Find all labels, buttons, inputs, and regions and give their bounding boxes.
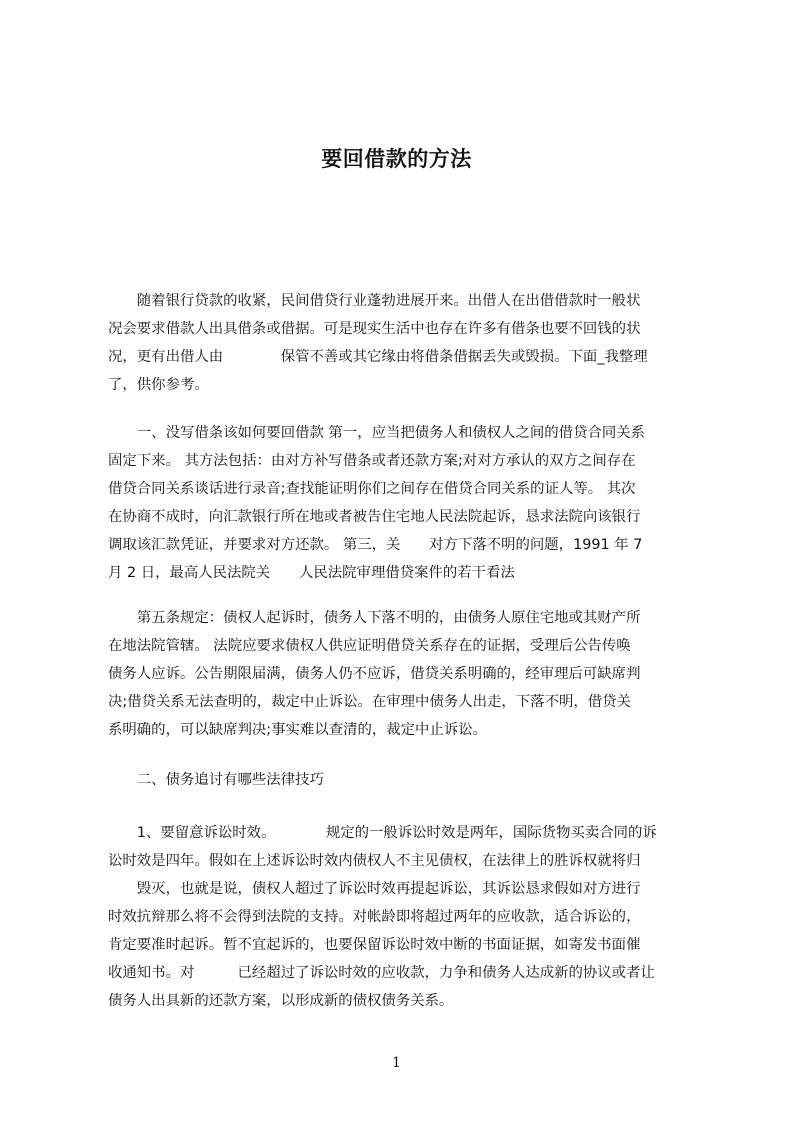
text-line: 肯定要准时起诉。暂不宜起诉的，也要保留诉讼时效中断的书面证据，如寄发书面催 xyxy=(108,937,641,953)
paragraph-point-1 xyxy=(108,819,698,1015)
text-line: 一、没写借条该如何要回借款 第一，应当把债务人和债权人之间的借贷合同关系 xyxy=(108,425,646,441)
text-line: 讼时效是四年。假如在上述诉讼时效内债权人不主见债权，在法律上的胜诉权就将归 xyxy=(108,853,641,869)
text-line: 月 2 日，最高人民法院关 人民法院审理借贷案件的若干看法 xyxy=(108,565,515,581)
paragraph-section-1 xyxy=(108,419,698,587)
text-line: 收通知书。对 已经超过了诉讼时效的应收款，力争和债务人达成新的协议或者让 xyxy=(108,965,655,981)
text-line: 第五条规定：债权人起诉时，债务人下落不明的，由债务人原住宅地或其财产所 xyxy=(108,610,641,626)
heading-section-2 xyxy=(108,766,698,794)
text-line: 二、债务追讨有哪些法律技巧 xyxy=(108,772,324,788)
text-line: 固定下来。 其方法包括：由对方补写借条或者还款方案;对对方承认的双方之间存在 xyxy=(108,453,636,469)
text-line: 调取该汇款凭证，并要求对方还款。 第三，关 对方下落不明的问题，1991 年 7 xyxy=(108,537,643,553)
paragraph-intro xyxy=(108,287,698,399)
text-line: 债务人出具新的还款方案，以形成新的债权债务关系。 xyxy=(108,993,454,1009)
text-line: 系明确的，可以缺席判决;事实难以查清的，裁定中止诉讼。 xyxy=(108,722,488,738)
text-line: 况会要求借款人出具借条或借据。可是现实生活中也存在许多有借条也要不回钱的状 xyxy=(108,321,641,337)
page-number: 1 xyxy=(392,1055,401,1071)
text-line: 债务人应诉。公告期限届满，债务人仍不应诉，借贷关系明确的，经审理后可缺席判 xyxy=(108,666,641,682)
text-line: 决;借贷关系无法查明的，裁定中止诉讼。在审理中债务人出走，下落不明，借贷关 xyxy=(108,694,631,710)
text-line: 况，更有出借人由 保管不善或其它缘由将借条借据丢失或毁损。下面_我整理 xyxy=(108,349,648,365)
text-line: 时效抗辩那么将不会得到法院的支持。对帐龄即将超过两年的应收款，适合诉讼的， xyxy=(108,909,641,925)
text-line: 1、要留意诉讼时效。 规定的一般诉讼时效是两年，国际货物买卖合同的诉 xyxy=(108,825,657,841)
document-title: 要回借款的方法 xyxy=(321,147,472,171)
text-line: 随着银行贷款的收紧，民间借贷行业蓬勃进展开来。出借人在出借借款时一般状 xyxy=(108,293,641,309)
text-line: 了，供你参考。 xyxy=(108,377,209,393)
text-line: 借贷合同关系谈话进行录音;查找能证明你们之间存在借贷合同关系的证人等。 其次 xyxy=(108,481,636,497)
paragraph-article-5 xyxy=(108,604,698,744)
text-line: 在地法院管辖。 法院应要求债权人供应证明借贷关系存在的证据，受理后公告传唤 xyxy=(108,638,631,654)
text-line: 毁灭，也就是说，债权人超过了诉讼时效再提起诉讼，其诉讼恳求假如对方进行 xyxy=(108,881,641,897)
text-line: 在协商不成时，向汇款银行所在地或者被告住宅地人民法院起诉，恳求法院向该银行 xyxy=(108,509,641,525)
